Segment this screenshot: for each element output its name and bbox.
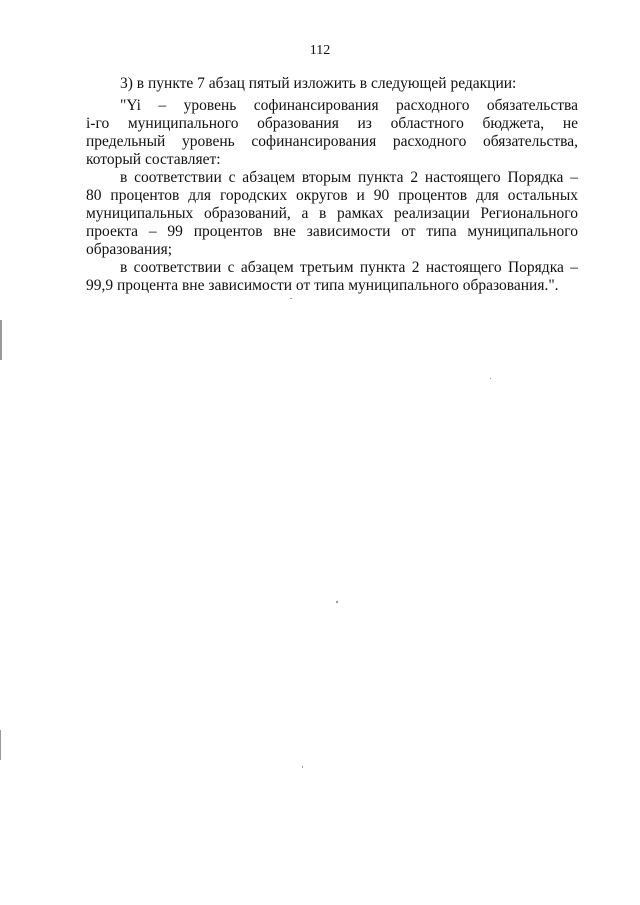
paragraph-line: муниципальных образований, а в рамках реализации Регионального: [86, 205, 578, 222]
scan-edge-mark: [0, 320, 2, 360]
paragraph-line: 3) в пункте 7 абзац пятый изложить в следующей редакции:: [120, 75, 517, 92]
paragraph-line: который составляет:: [86, 151, 221, 168]
scan-speck: [490, 378, 491, 379]
paragraph-line: 99,9 процента вне зависимости от типа муниципального образования.".: [86, 277, 559, 294]
paragraph-line: i-го муниципального образования из областного бюджета, не: [86, 115, 578, 132]
paragraph-line: проекта – 99 процентов вне зависимости от типа муниципального: [86, 223, 578, 240]
scan-speck: [336, 601, 338, 603]
scan-speck: [302, 766, 303, 768]
paragraph-line: предельный уровень софинансирования расходного обязательства,: [86, 133, 578, 150]
paragraph-line: в соответствии с абзацем вторым пункта 2 настоящего Порядка –: [120, 169, 578, 186]
scan-speck: [290, 298, 292, 299]
paragraph-line: "Yi – уровень софинансирования расходного обязательства: [120, 97, 578, 114]
paragraph-line: 80 процентов для городских округов и 90 процентов для остальных: [86, 187, 578, 204]
scan-edge-mark: [0, 730, 1, 760]
paragraph-line: образования;: [86, 241, 173, 258]
paragraph-line: в соответствии с абзацем третьим пункта 2 настоящего Порядка –: [120, 259, 578, 276]
page-number: 112: [309, 43, 331, 58]
